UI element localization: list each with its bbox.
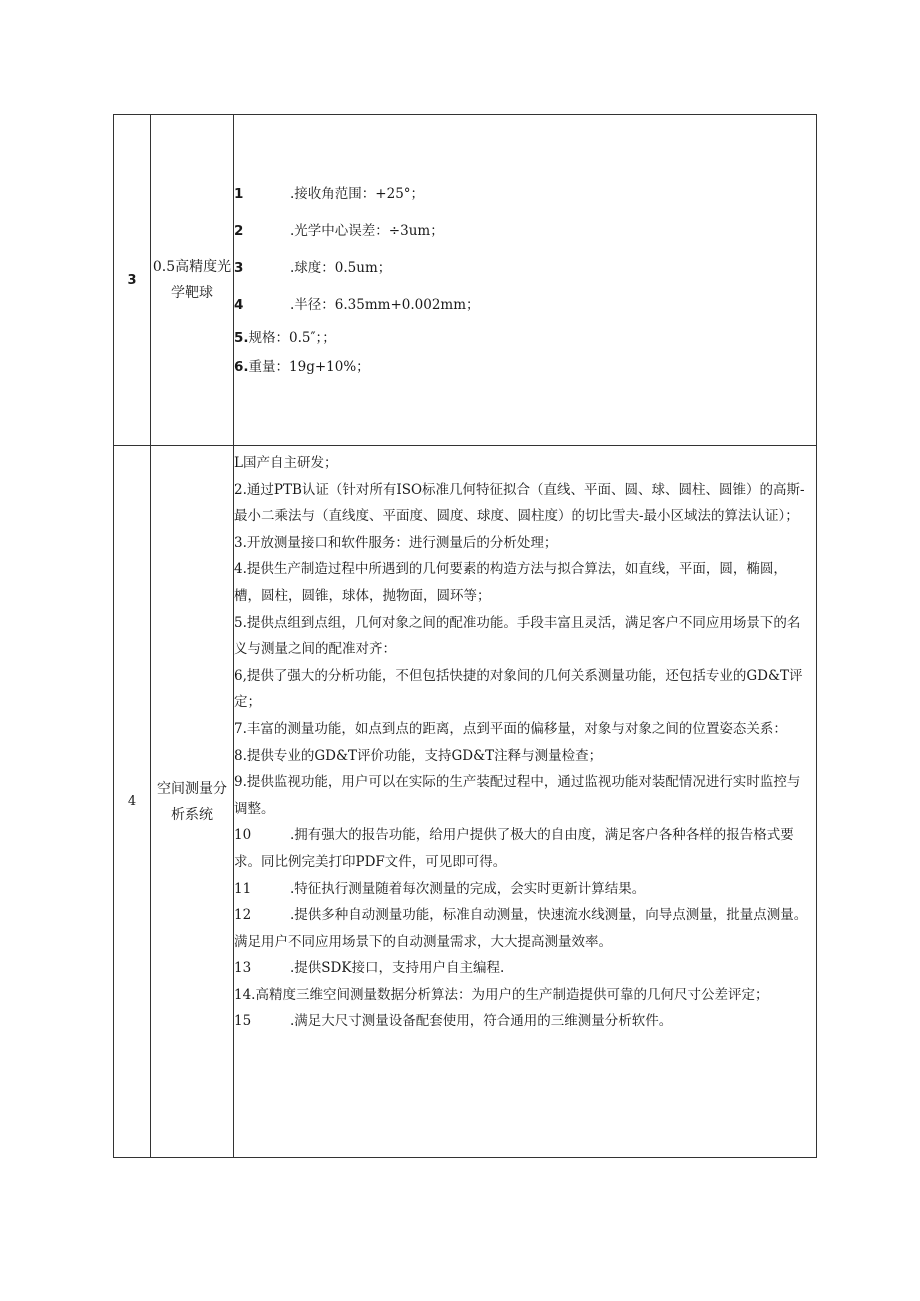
- spec-list: [234, 446, 817, 1158]
- spec-line: 1 .接收角范围：+25°；: [234, 186, 425, 202]
- spec-line: 2 .光学中心误差：÷3um；: [234, 223, 444, 239]
- spec-line: 6.重量：19g+10%；: [234, 359, 370, 375]
- item-name: 0.5高精度光学靶球: [151, 115, 234, 446]
- spec-line: 5.规格：0.5″；；: [234, 330, 336, 346]
- spec-line: 4 .半径：6.35mm+0.002mm；: [234, 297, 480, 313]
- spec-paragraph: 13 .提供SDK接口，支持用户自主编程.: [234, 960, 505, 977]
- spec-paragraph: 8.提供专业的GD&T评价功能，支持GD&T注释与测量检查；: [234, 747, 603, 764]
- spec-paragraph: 9.提供监视功能，用户可以在实际的生产装配过程中，通过监视功能对装配情况进行实时监控与调整。: [234, 774, 801, 817]
- spec-paragraph: L国产自主研发；: [234, 455, 338, 471]
- spec-paragraph: 14.高精度三维空间测量数据分析算法：为用户的生产制造提供可靠的几何尺寸公差评定；: [234, 986, 769, 1003]
- spec-paragraph: 4.提供生产制造过程中所遇到的几何要素的构造方法与拟合算法，如直线，平面，圆，椭圆，槽，圆柱，圆锥，球体，抛物面，圆环等；: [234, 561, 787, 604]
- item-name: 空间测量分析系统: [151, 446, 234, 1158]
- table-row: [114, 446, 817, 1158]
- spec-line: 3 .球度：0.5um；: [234, 260, 392, 276]
- row-number: 4: [114, 446, 151, 1158]
- spec-paragraph: 6,提供了强大的分析功能，不但包括快捷的对象间的几何关系测量功能，还包括专业的GD&T评定；: [234, 667, 803, 711]
- spec-table: [113, 114, 817, 1158]
- row-number: 3: [114, 115, 151, 446]
- spec-paragraph: 10 .拥有强大的报告功能，给用户提供了极大的自由度，满足客户各种各样的报告格式要求。同比例完美打印PDF文件，可见即可得。: [234, 827, 794, 870]
- spec-paragraph: 7.丰富的测量功能，如点到点的距离，点到平面的偏移量，对象与对象之间的位置姿态关系：: [234, 720, 787, 737]
- spec-paragraph: 11 .特征执行测量随着每次测量的完成，会实时更新计算结果。: [234, 880, 646, 897]
- spec-list: [234, 115, 817, 446]
- spec-paragraph: 5.提供点组到点组，几何对象之间的配准功能。手段丰富且灵活，满足客户不同应用场景下的名义与测量之间的配准对齐：: [234, 614, 801, 658]
- spec-paragraph: 3.开放测量接口和软件服务：进行测量后的分析处理；: [234, 534, 558, 551]
- table-row: [114, 115, 817, 446]
- spec-paragraph: 12 .提供多种自动测量功能，标准自动测量，快速流水线测量，向导点测量，批量点测量。满足用户不同应用场景下的自动测量需求，大大提高测量效率。: [234, 907, 808, 950]
- spec-paragraph: 2.通过PTB认证（针对所有ISO标准几何特征拟合（直线、平面、圆、球、圆柱、圆锥）的高斯-最小二乘法与（直线度、平面度、圆度、球度、圆柱度）的切比雪夫-最小区域法的算法认证）；: [234, 481, 805, 525]
- spec-paragraph: 15 .满足大尺寸测量设备配套使用，符合通用的三维测量分析软件。: [234, 1013, 673, 1030]
